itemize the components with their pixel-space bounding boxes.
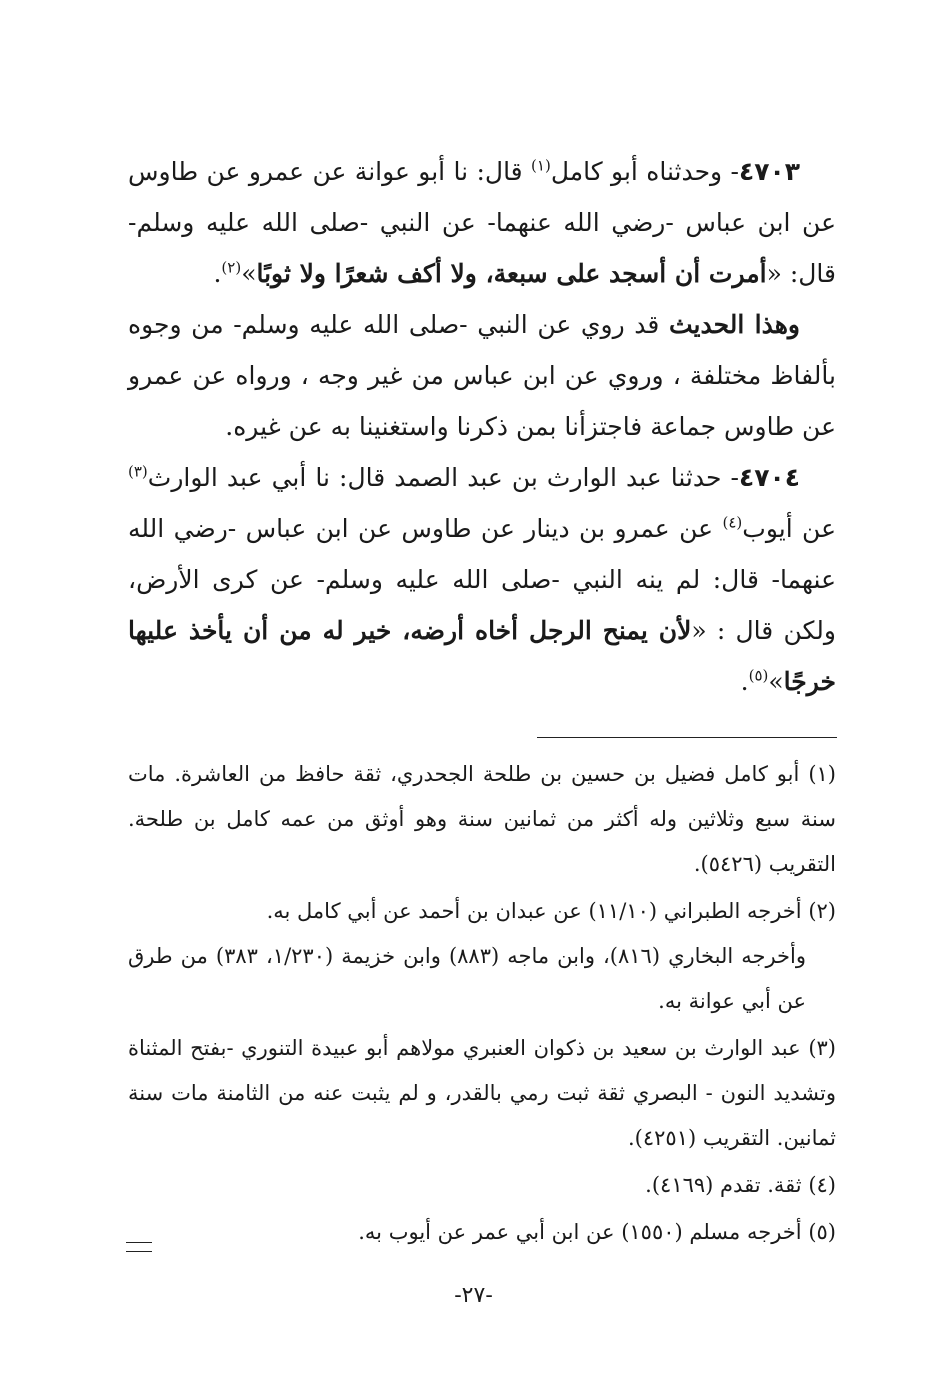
- footnote-mark: (١): [808, 762, 836, 786]
- period: .: [740, 667, 749, 696]
- hadith-text: عن عمرو بن دينار عن طاوس عن ابن عباس -رضي الله عنهما- قال: لم ينه النبي -صلى الله عليه وسلم- عن كرى الأرض، ولكن قال : «: [128, 514, 836, 645]
- footnote-text: عبد الوارث بن سعيد بن ذكوان العنبري مولاهم أبو عبيدة التنوري -بفتح المثناة وتشديد النون - البصري ثقة ثبت رمي بالقدر، و لم يثبت عنه من الثامنة مات سنة ثمانين. التقريب (٤٢٥١).: [128, 1036, 836, 1150]
- page-number: -٢٧-: [454, 1283, 493, 1308]
- footnote-2: [128, 889, 836, 1024]
- commentary-lead: وهذا الحديث: [668, 310, 801, 339]
- footnote-mark: (٤): [808, 1173, 836, 1197]
- footnote-4: [128, 1163, 836, 1208]
- footnote-5: [128, 1210, 836, 1255]
- footnote-mark: (٣): [808, 1036, 836, 1060]
- continuation-mark: [126, 1242, 152, 1252]
- footnote-ref[interactable]: (٥): [748, 666, 769, 685]
- footnote-ref[interactable]: (١): [531, 156, 551, 175]
- footnotes: [128, 752, 836, 1257]
- footnote-text: أخرجه مسلم (١٥٥٠) عن ابن أبي عمر عن أيوب به.: [358, 1220, 802, 1244]
- footnote-text: أبو كامل فضيل بن حسين بن طلحة الجحدري، ثقة حافظ من العاشرة. مات سنة سبع وثلاثين وله أكثر من ثمانين سنة وهو أوثق من عمه كامل بن طلحة. التقريب (٥٤٢٦).: [128, 762, 836, 876]
- period: .: [213, 259, 222, 288]
- footnote-mark: (٥): [808, 1220, 836, 1244]
- footnote-divider: [537, 737, 837, 738]
- hadith-number: ٤٧٠٤: [738, 463, 800, 492]
- hadith-text: - حدثنا عبد الوارث بن عبد الصمد قال: نا أبي عبد الوارث: [147, 463, 739, 492]
- commentary-text: قد روي عن النبي -صلى الله عليه وسلم- من وجوه بألفاظ مختلفة ، وروي عن ابن عباس من غير وجه ، ورواه عن عمرو عن طاوس جماعة فاجتزأنا بمن ذكرنا واستغنينا به عن غيره.: [128, 310, 836, 441]
- footnote-mark: (٢): [808, 899, 836, 923]
- prophetic-quote: أمرت أن أسجد على سبعة، ولا أكف شعرًا ولا ثوبًا: [256, 259, 767, 288]
- footnote-1: [128, 752, 836, 887]
- footnote-ref[interactable]: (٣): [128, 462, 148, 481]
- footnote-3: [128, 1026, 836, 1161]
- footnote-text: ثقة. تقدم (٤١٦٩).: [645, 1173, 802, 1197]
- hadith-text: قال: نا أبو عوانة عن عمرو عن طاوس عن ابن عباس -رضي الله عنهما- عن النبي -صلى الله عليه وسلم- قال: «: [128, 157, 836, 288]
- footnote-ref[interactable]: (٢): [221, 258, 242, 277]
- hadith-text: عن أيوب: [742, 514, 837, 543]
- footnote-text: أخرجه الطبراني (١١/١٠) عن عبدان بن أحمد عن أبي كامل به.: [266, 899, 802, 923]
- footnote-continuation: وأخرجه البخاري (٨١٦)، وابن ماجه (٨٨٣) وابن خزيمة (١/٢٣٠، ٣٨٣) من طرق عن أبي عوانة به.: [128, 944, 807, 1013]
- main-text: [128, 146, 836, 707]
- prophetic-quote: لأن يمنح الرجل أخاه أرضه، خير له من أن يأخذ عليها خرجًا: [128, 616, 836, 696]
- quote-close: »: [768, 667, 784, 696]
- hadith-number: ٤٧٠٣: [738, 157, 800, 186]
- commentary: [128, 299, 836, 452]
- hadith-4704: [128, 452, 836, 707]
- quote-close: »: [241, 259, 257, 288]
- hadith-4703: [128, 146, 836, 299]
- hadith-text: - وحدثناه أبو كامل: [550, 157, 739, 186]
- footnote-ref[interactable]: (٤): [722, 513, 743, 532]
